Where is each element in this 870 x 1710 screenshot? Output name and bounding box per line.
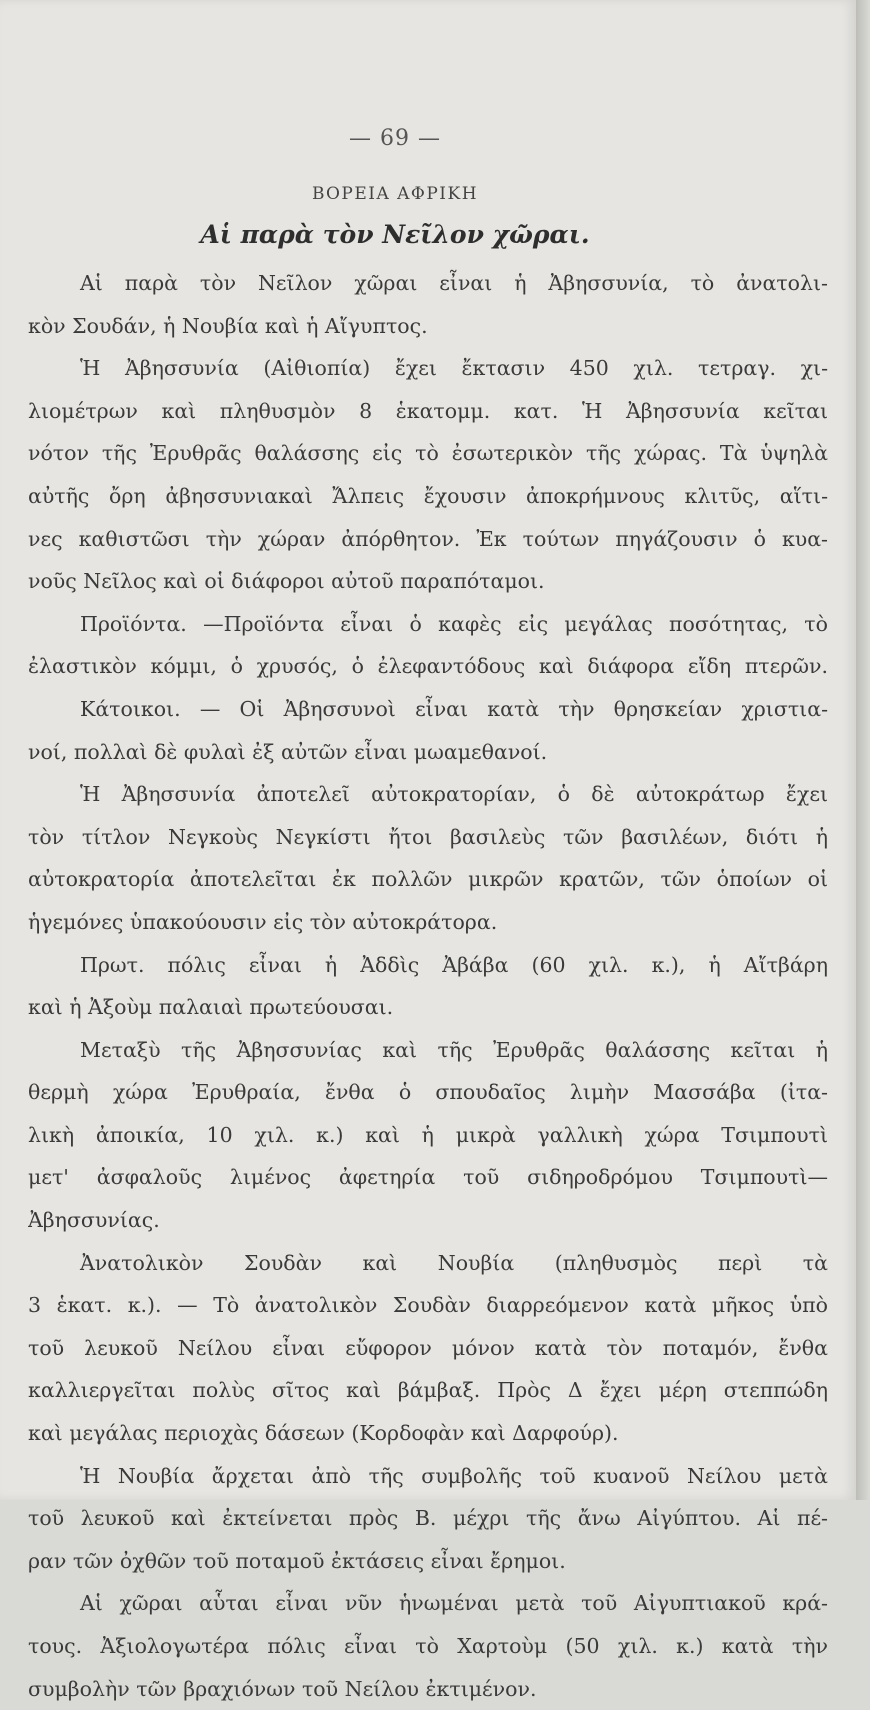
text-line: νοῦς Νεῖλος καὶ οἱ διάφοροι αὐτοῦ παραπόταμοι. — [28, 569, 545, 594]
text-line: τους. Ἀξιολογωτέρα πόλις εἶναι τὸ Χαρτοὺμ (50 χιλ. κ.) κατὰ τὴν — [28, 1634, 828, 1658]
text-line: νότον τῆς Ἐρυθρᾶς θαλάσσης εἰς τὸ ἐσωτερικὸν τῆς χώρας. Τὰ ὑψηλὰ — [28, 441, 828, 466]
text-line: θερμὴ χώρα Ἐρυθραία, ἔνθα ὁ σπουδαῖος λιμὴν Μασσάβα (ἰτα- — [28, 1080, 828, 1105]
text-line: καὶ μεγάλας περιοχὰς δάσεων (Κορδοφὰν καὶ Δαρφούρ). — [28, 1421, 619, 1446]
text-line: καλλιεργεῖται πολὺς σῖτος καὶ βάμβαξ. Πρὸς Δ ἔχει μέρη στεππώδη — [28, 1378, 828, 1403]
text-line: λικὴ ἀποικία, 10 χιλ. κ.) καὶ ἡ μικρὰ γαλλικὴ χώρα Τσιμπουτὶ — [28, 1122, 828, 1147]
text-line: Κάτοικοι. — Οἱ Ἀβησσυνοὶ εἶναι κατὰ τὴν θρησκείαν χριστια- — [80, 696, 828, 721]
text-line: συμβολὴν τῶν βραχιόνων τοῦ Νείλου ἐκτιμένον. — [28, 1676, 537, 1701]
text-line: κὸν Σουδάν, ἡ Νουβία καὶ ἡ Αἴγυπτος. — [28, 313, 428, 338]
text-line: Ἡ Νουβία ἄρχεται ἀπὸ τῆς συμβολῆς τοῦ κυανοῦ Νείλου μετὰ — [80, 1463, 828, 1488]
page-edge — [856, 0, 870, 1500]
body-text — [28, 262, 828, 1710]
text-line: τοῦ λευκοῦ καὶ ἐκτείνεται πρὸς Β. μέχρι τῆς ἄνω Αἰγύπτου. Αἱ πέ- — [28, 1506, 828, 1531]
page-number: — 69 — — [349, 126, 441, 151]
text-line: αὐτῆς ὄρη ἀβησσυνιακαὶ Ἄλπεις ἔχουσιν ἀποκρήμνους κλιτῦς, αἵτι- — [28, 483, 828, 508]
text-line: Αἱ παρὰ τὸν Νεῖλον χῶραι εἶναι ἡ Ἀβησσυνία, τὸ ἀνατολι- — [80, 271, 828, 295]
text-line: Προϊόντα. —Προϊόντα εἶναι ὁ καφὲς εἰς μεγάλας ποσότητας, τὸ — [80, 611, 828, 636]
section-title: ΒΟΡΕΙΑ ΑΦΡΙΚΗ — [311, 184, 479, 204]
text-line: Αἱ χῶραι αὗται εἶναι νῦν ἡνωμέναι μετὰ τοῦ Αἰγυπτιακοῦ κρά- — [80, 1591, 828, 1616]
text-line: 3 ἑκατ. κ.). — Τὸ ἀνατολικὸν Σουδὰν διαρρεόμενον κατὰ μῆκος ὑπὸ — [28, 1293, 828, 1318]
text-line: τοῦ λευκοῦ Νείλου εἶναι εὔφορον μόνον κατὰ τὸν ποταμόν, ἔνθα — [28, 1335, 828, 1360]
text-line: νες καθιστῶσι τὴν χώραν ἀπόρθητον. Ἐκ τούτων πηγάζουσιν ὁ κυα- — [28, 526, 828, 551]
text-line: Πρωτ. πόλις εἶναι ἡ Ἀδδὶς Ἀβάβα (60 χιλ. κ.), ἡ Αἴτβάρη — [80, 952, 828, 977]
text-line: τὸν τίτλον Νεγκοὺς Νεγκίστι ἤτοι βασιλεὺς τῶν βασιλέων, διότι ἡ — [28, 824, 828, 849]
subtitle: Αἱ παρὰ τὸν Νεῖλον χῶραι. — [200, 220, 590, 249]
text-line: Ἡ Ἀβησσυνία ἀποτελεῖ αὐτοκρατορίαν, ὁ δὲ αὐτοκράτωρ ἔχει — [80, 782, 828, 807]
text-line: νοί, πολλαὶ δὲ φυλαὶ ἐξ αὐτῶν εἶναι μωαμεθανοί. — [28, 739, 548, 764]
text-line: καὶ ἡ Ἀξοὺμ παλαιαὶ πρωτεύουσαι. — [28, 995, 394, 1020]
text-line: Μεταξὺ τῆς Ἀβησσυνίας καὶ τῆς Ἐρυθρᾶς θαλάσσης κεῖται ἡ — [80, 1037, 828, 1062]
text-line: αὐτοκρατορία ἀποτελεῖται ἐκ πολλῶν μικρῶν κρατῶν, τῶν ὁποίων οἱ — [28, 867, 828, 892]
text-line: Ἀνατολικὸν Σουδὰν καὶ Νουβία (πληθυσμὸς περὶ τὰ — [80, 1250, 828, 1275]
text-line: Ἡ Ἀβησσυνία (Αἰθιοπία) ἔχει ἔκτασιν 450 χιλ. τετραγ. χι- — [80, 356, 828, 381]
text-line: ἐλαστικὸν κόμμι, ὁ χρυσός, ὁ ἐλεφαντόδους καὶ διάφορα εἴδη πτερῶν. — [28, 654, 828, 679]
text-line: λιομέτρων καὶ πληθυσμὸν 8 ἑκατομμ. κατ. Ἡ Ἀβησσυνία κεῖται — [28, 398, 828, 423]
text-line: Ἀβησσυνίας. — [28, 1208, 160, 1233]
text-line: μετ' ἀσφαλοῦς λιμένος ἀφετηρία τοῦ σιδηροδρόμου Τσιμπουτὶ— — [28, 1165, 828, 1190]
text-line: ραν τῶν ὀχθῶν τοῦ ποταμοῦ ἐκτάσεις εἶναι ἔρημοι. — [28, 1548, 566, 1573]
text-line: ἡγεμόνες ὑπακούουσιν εἰς τὸν αὐτοκράτορα. — [28, 909, 498, 934]
